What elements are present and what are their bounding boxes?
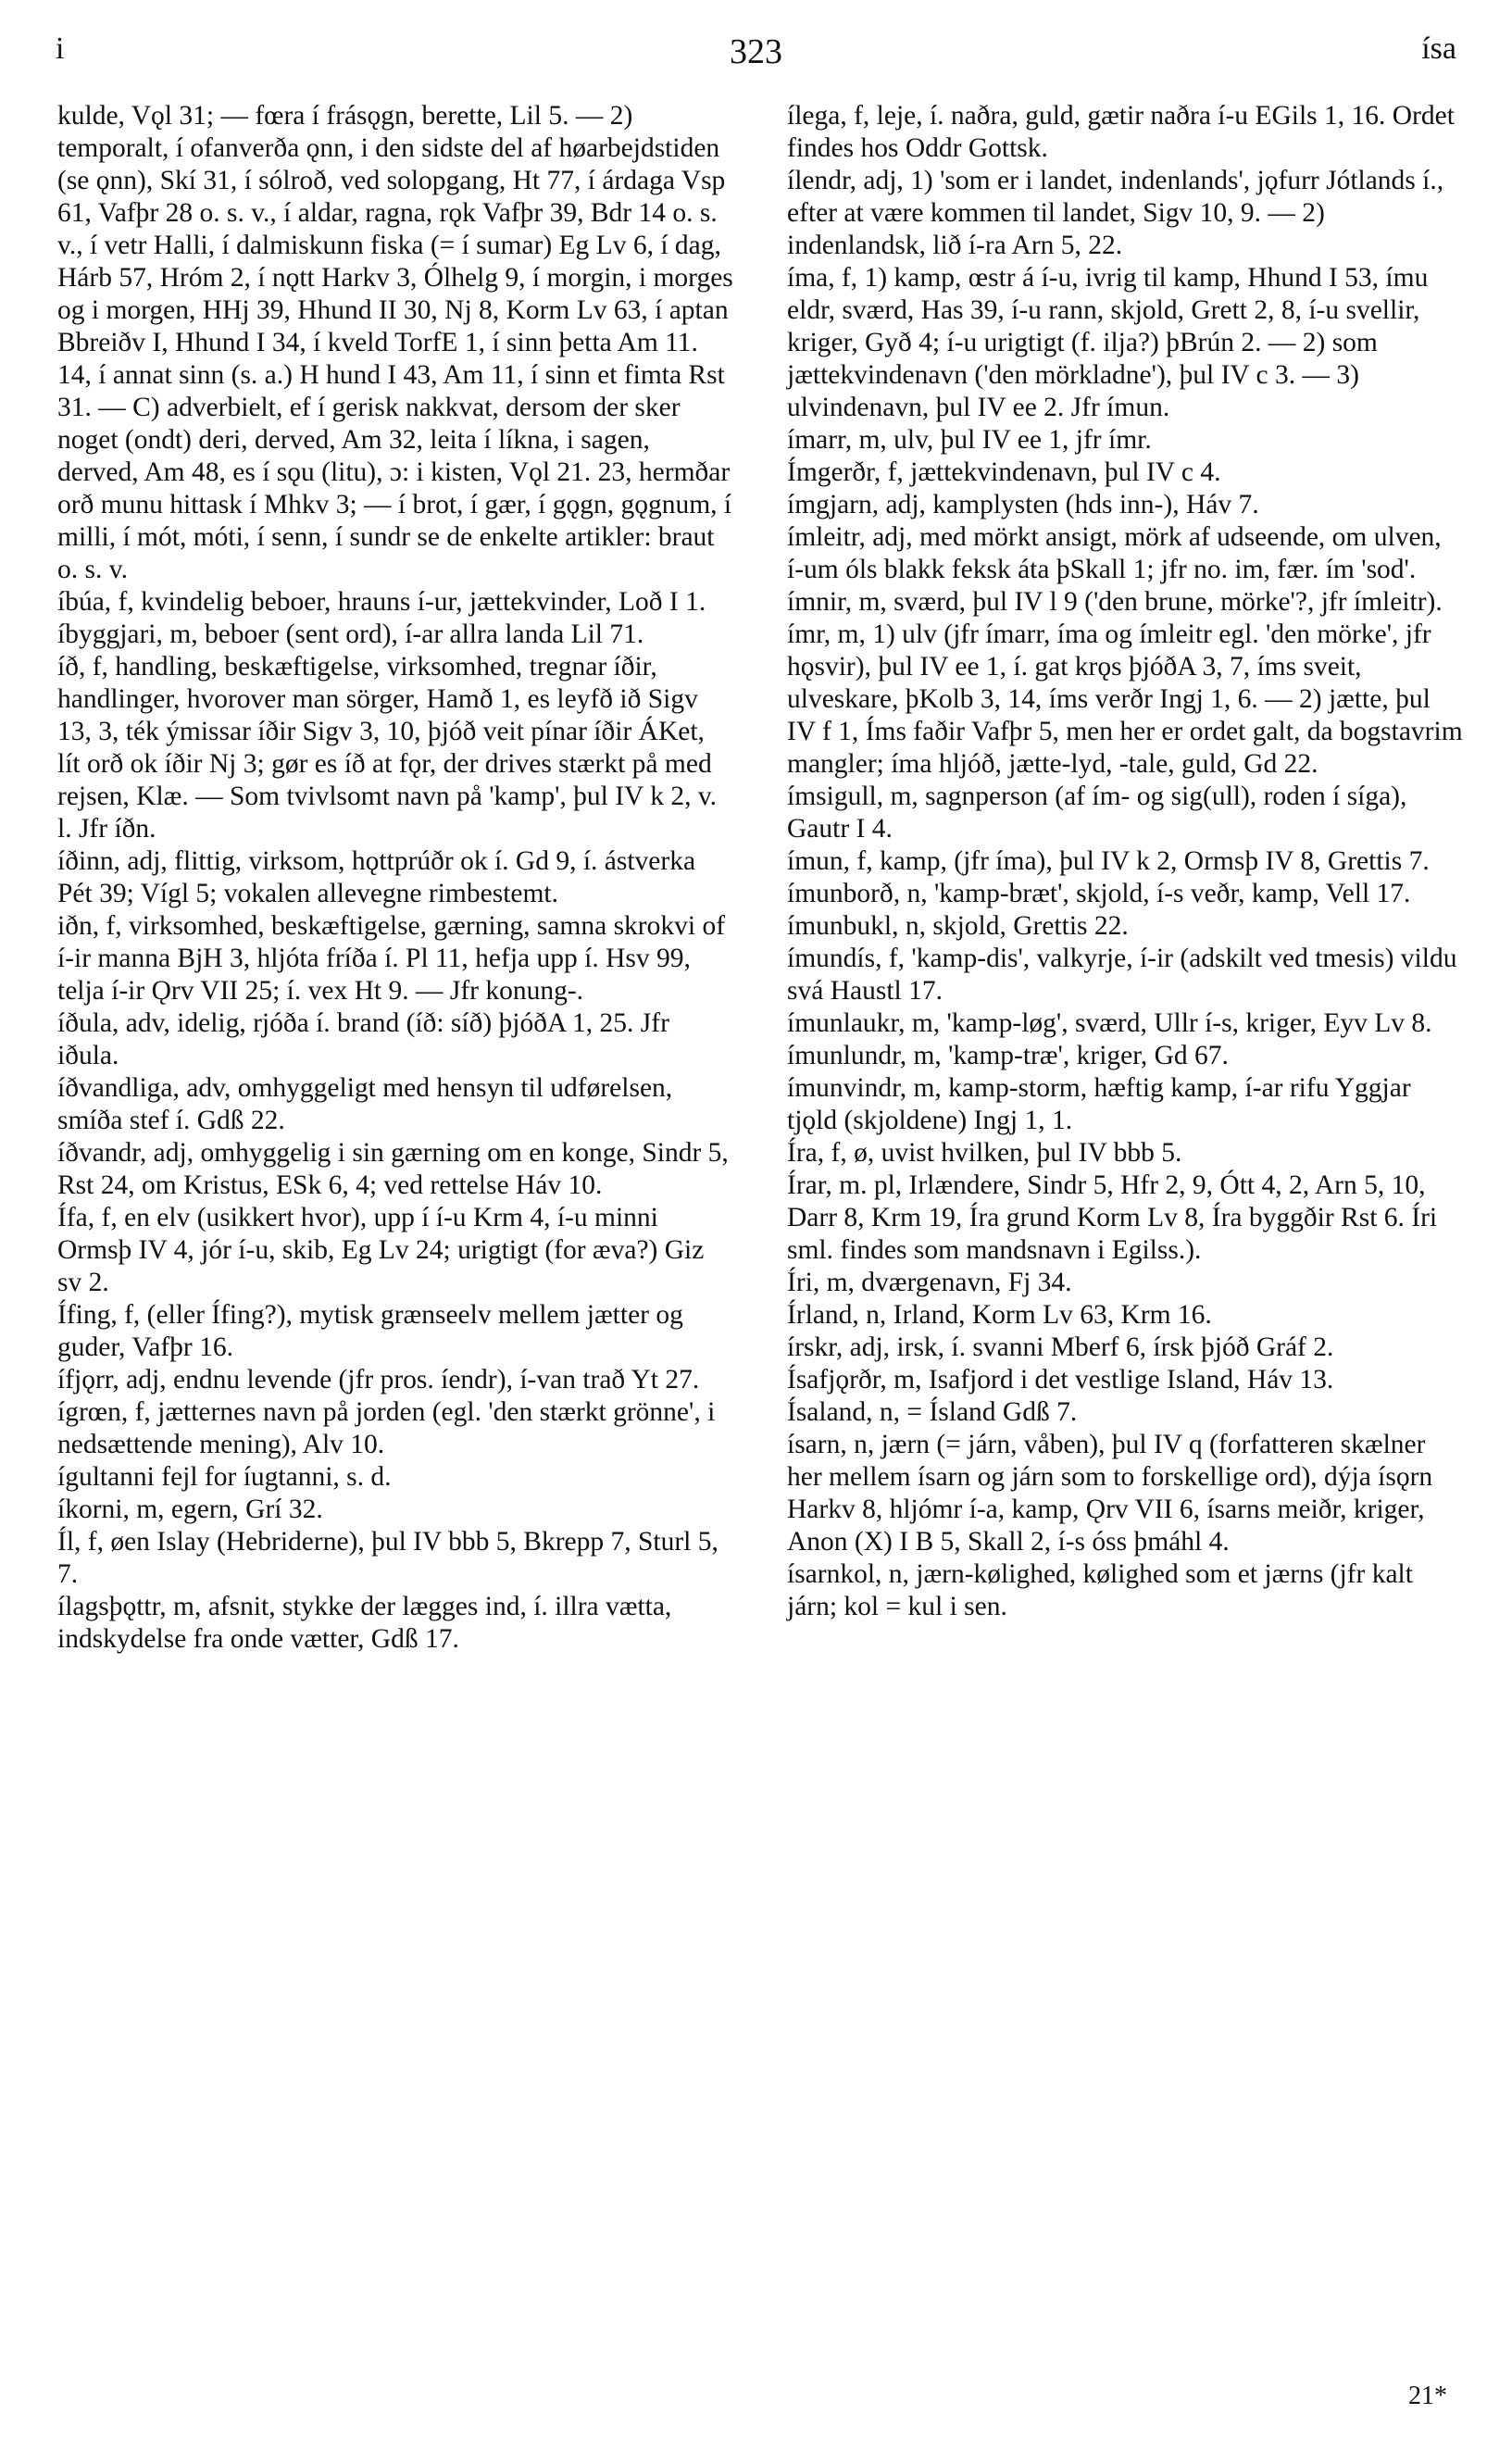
- entry: Írland, n, Irland, Korm Lv 63, Krm 16.: [787, 1300, 1212, 1330]
- entry: ímunlundr, m, 'kamp-træ', kriger, Gd 67.: [787, 1041, 1229, 1070]
- entry: ímarr, m, ulv, þul IV ee 1, jfr ímr.: [787, 425, 1152, 455]
- entry: ísarnkol, n, jærn-kølighed, kølighed som et jærns (jfr kalt járn; kol = kul i sen.: [787, 1559, 1413, 1621]
- entry: ímsigull, m, sagnperson (af ím- og sig(ull), roden í síga), Gautr I 4.: [787, 782, 1407, 844]
- entry: ímunlaukr, m, 'kamp-løg', sværd, Ullr í-s, kriger, Eyv Lv 8.: [787, 1008, 1432, 1038]
- entry: ífjǫrr, adj, endnu levende (jfr pros. íendr), í-van trað Yt 27.: [57, 1365, 700, 1395]
- entry: ímundís, f, 'kamp-dis', valkyrje, í-ir (adskilt ved tmesis) vildu svá Haustl 17.: [787, 944, 1457, 1006]
- entry: íð, f, handling, beskæftigelse, virksomhed, tregnar íðir, handlinger, hvorover man sörger, Hamð 1, es leyfð ið Sigv 13, 3, ték ýmissar íðir Sigv 3, 10, þjóð veit pínar íðir ÁKet, lít orð ok íðir Nj 3; gør es íð at fǫr, der drives stærkt på med rejsen, Klæ. — Som tvivlsomt navn på 'kamp', þul IV k 2, v. l. Jfr íðn.: [57, 652, 718, 844]
- entry: íbyggjari, m, beboer (sent ord), í-ar allra landa Lil 71.: [57, 619, 644, 649]
- entry: ílagsþǫttr, m, afsnit, stykke der lægges ind, í. illra vætta, indskydelse fra onde vætter, Gdß 17.: [57, 1592, 672, 1654]
- entry: ímunbukl, n, skjold, Grettis 22.: [787, 911, 1129, 941]
- entry: kulde, Vǫl 31; — fœra í frásǫgn, berette, Lil 5. — 2) temporalt, í ofanverða ǫnn, i den sidste del af høarbejdstiden (se ǫnn), Skí 31, í sólroð, ved solopgang, Ht 77, í árdaga Vsp 61, Vafþr 28 o. s. v., í aldar, ragna, rǫk Vafþr 39, Bdr 14 o. s. v., í vetr Halli, í dalmiskunn fiska (= í sumar) Eg Lv 6, í dag, Hárb 57, Hróm 2, í nǫtt Harkv 3, Ólhelg 9, í morgin, i morges og i morgen, HHj 39, Hhund II 30, Nj 8, Korm Lv 63, í aptan Bbreiðv I, Hhund I 34, í kveld TorfE 1, í sinn þetta Am 11. 14, í annat sinn (s. a.) H hund I 43, Am 11, í sinn et fimta Rst 31. — C) adverbielt, ef í gerisk nakkvat, dersom der sker noget (ondt) deri, derved, Am 32, leita í líkna, i sagen, derved, Am 48, es í sǫu (litu), ɔ: i kisten, Vǫl 21. 23, hermðar orð munu hittask í Mhkv 3; — í brot, í gær, í gǫgn, gǫgnum, í milli, í mót, móti, í senn, í sundr se de enkelte artikler: braut o. s. v.: [57, 101, 733, 584]
- entry: ílendr, adj, 1) 'som er i landet, indenlands', jǫfurr Jótlands í., efter at være kommen til landet, Sigv 10, 9. — 2) indenlandsk, lið í-ra Arn 5, 22.: [787, 166, 1444, 260]
- entry: Ísafjǫrðr, m, Isafjord i det vestlige Island, Háv 13.: [787, 1365, 1334, 1395]
- entry: ílega, f, leje, í. naðra, guld, gætir naðra í-u EGils 1, 16. Ordet findes hos Oddr Gottsk.: [787, 101, 1455, 163]
- entry: Ífing, f, (eller Ífing?), mytisk grænseelv mellem jætter og guder, Vafþr 16.: [57, 1300, 683, 1362]
- right-column: [787, 100, 1463, 1623]
- entry: ímunborð, n, 'kamp-bræt', skjold, í-s veðr, kamp, Vell 17.: [787, 879, 1411, 908]
- header-left-mark: i: [56, 31, 65, 66]
- entry: ígrœn, f, jætternes navn på jorden (egl. 'den stærkt grönne', i nedsættende mening), Alv 10.: [57, 1397, 716, 1459]
- header-guide-word: ísa: [1421, 31, 1456, 66]
- entry: íkorni, m, egern, Grí 32.: [57, 1495, 323, 1524]
- entry: íðvandr, adj, omhyggelig i sin gærning om en konge, Sindr 5, Rst 24, om Kristus, ESk 6, 4; ved rettelse Háv 10.: [57, 1138, 729, 1200]
- entry: ímnir, m, sværd, þul IV l 9 ('den brune, mörke'?, jfr ímleitr).: [787, 587, 1443, 617]
- signature-mark: 21*: [1408, 2382, 1447, 2410]
- entry: ímr, m, 1) ulv (jfr ímarr, íma og ímleitr egl. 'den mörke', jfr hǫsvir), þul IV ee 1, í. gat krǫs þjóðA 3, 7, íms sveit, ulveskare, þKolb 3, 14, íms verðr Ingj 1, 6. — 2) jætte, þul IV f 1, Íms faðir Vafþr 5, men her er ordet galt, da bogstavrim mangler; íma hljóð, jætte-lyd, -tale, guld, Gd 22.: [787, 619, 1463, 779]
- entry: Ímgerðr, f, jættekvindenavn, þul IV c 4.: [787, 457, 1221, 487]
- entry: ímleitr, adj, med mörkt ansigt, mörk af udseende, om ulven, í-um óls blakk feksk áta þSkall 1; jfr no. im, fær. ím 'sod'.: [787, 522, 1442, 584]
- entry: íma, f, 1) kamp, œstr á í-u, ivrig til kamp, Hhund I 53, ímu eldr, sværd, Has 39, í-u rann, skjold, Grett 2, 8, í-u svellir, kriger, Gyð 4; í-u urigtigt (f. ilja?) þBrún 2. — 2) som jættekvindenavn ('den mörkladne'), þul IV c 3. — 3) ulvindenavn, þul IV ee 2. Jfr ímun.: [787, 263, 1429, 422]
- entry: Íra, f, ø, uvist hvilken, þul IV bbb 5.: [787, 1138, 1182, 1168]
- entry: Ísaland, n, = Ísland Gdß 7.: [787, 1397, 1078, 1427]
- entry: ígultanni fejl for íugtanni, s. d.: [57, 1462, 392, 1492]
- entry: Írar, m. pl, Irlændere, Sindr 5, Hfr 2, 9, Ótt 4, 2, Arn 5, 10, Darr 8, Krm 19, Íra grund Korm Lv 8, Íra byggðir Rst 6. Íri sml. findes som mandsnavn i Egilss.).: [787, 1170, 1438, 1265]
- entry: Íri, m, dværgenavn, Fj 34.: [787, 1268, 1072, 1297]
- entry: ísarn, n, jærn (= járn, våben), þul IV q (forfatteren skælner her mellem ísarn og járn som to forskellige ord), dýja ísǫrn Harkv 8, hljómr í-a, kamp, Ǫrv VII 6, ísarns meiðr, kriger, Anon (X) I B 5, Skall 2, í-s óss þmáhl 4.: [787, 1430, 1433, 1557]
- entry: Íl, f, øen Islay (Hebriderne), þul IV bbb 5, Bkrepp 7, Sturl 5, 7.: [57, 1527, 719, 1589]
- page-number: 323: [730, 32, 782, 71]
- entry: íðula, adv, idelig, rjóða í. brand (íð: síð) þjóðA 1, 25. Jfr iðula.: [57, 1008, 669, 1070]
- entry: íðinn, adj, flittig, virksom, hǫttprúðr ok í. Gd 9, í. ástverka Pét 39; Vígl 5; vokalen allevegne rimbestemt.: [57, 846, 696, 908]
- entry: ímgjarn, adj, kamplysten (hds inn-), Háv 7.: [787, 490, 1259, 519]
- entry: iðn, f, virksomhed, beskæftigelse, gærning, samna skrokvi of í-ir manna BjH 3, hljóta fríða í. Pl 11, hefja upp í. Hsv 99, telja í-ir Ǫrv VII 25; í. vex Ht 9. — Jfr konung-.: [57, 911, 726, 1006]
- entry: Ífa, f, en elv (usikkert hvor), upp í í-u Krm 4, í-u minni Ormsþ IV 4, jór í-u, skib, Eg Lv 24; urigtigt (for æva?) Giz sv 2.: [57, 1203, 705, 1297]
- left-column: [57, 100, 733, 1656]
- page-header: [56, 28, 1456, 74]
- entry: íðvandliga, adv, omhyggeligt med hensyn til udførelsen, smíða stef í. Gdß 22.: [57, 1073, 673, 1135]
- entry: ímunvindr, m, kamp-storm, hæftig kamp, í-ar rifu Yggjar tjǫld (skjoldene) Ingj 1, 1.: [787, 1073, 1411, 1135]
- entry: íbúa, f, kvindelig beboer, hrauns í-ur, jættekvinder, Loð I 1.: [57, 587, 706, 617]
- entry: ímun, f, kamp, (jfr íma), þul IV k 2, Ormsþ IV 8, Grettis 7.: [787, 846, 1430, 876]
- entry: írskr, adj, irsk, í. svanni Mberf 6, írsk þjóð Gráf 2.: [787, 1332, 1334, 1362]
